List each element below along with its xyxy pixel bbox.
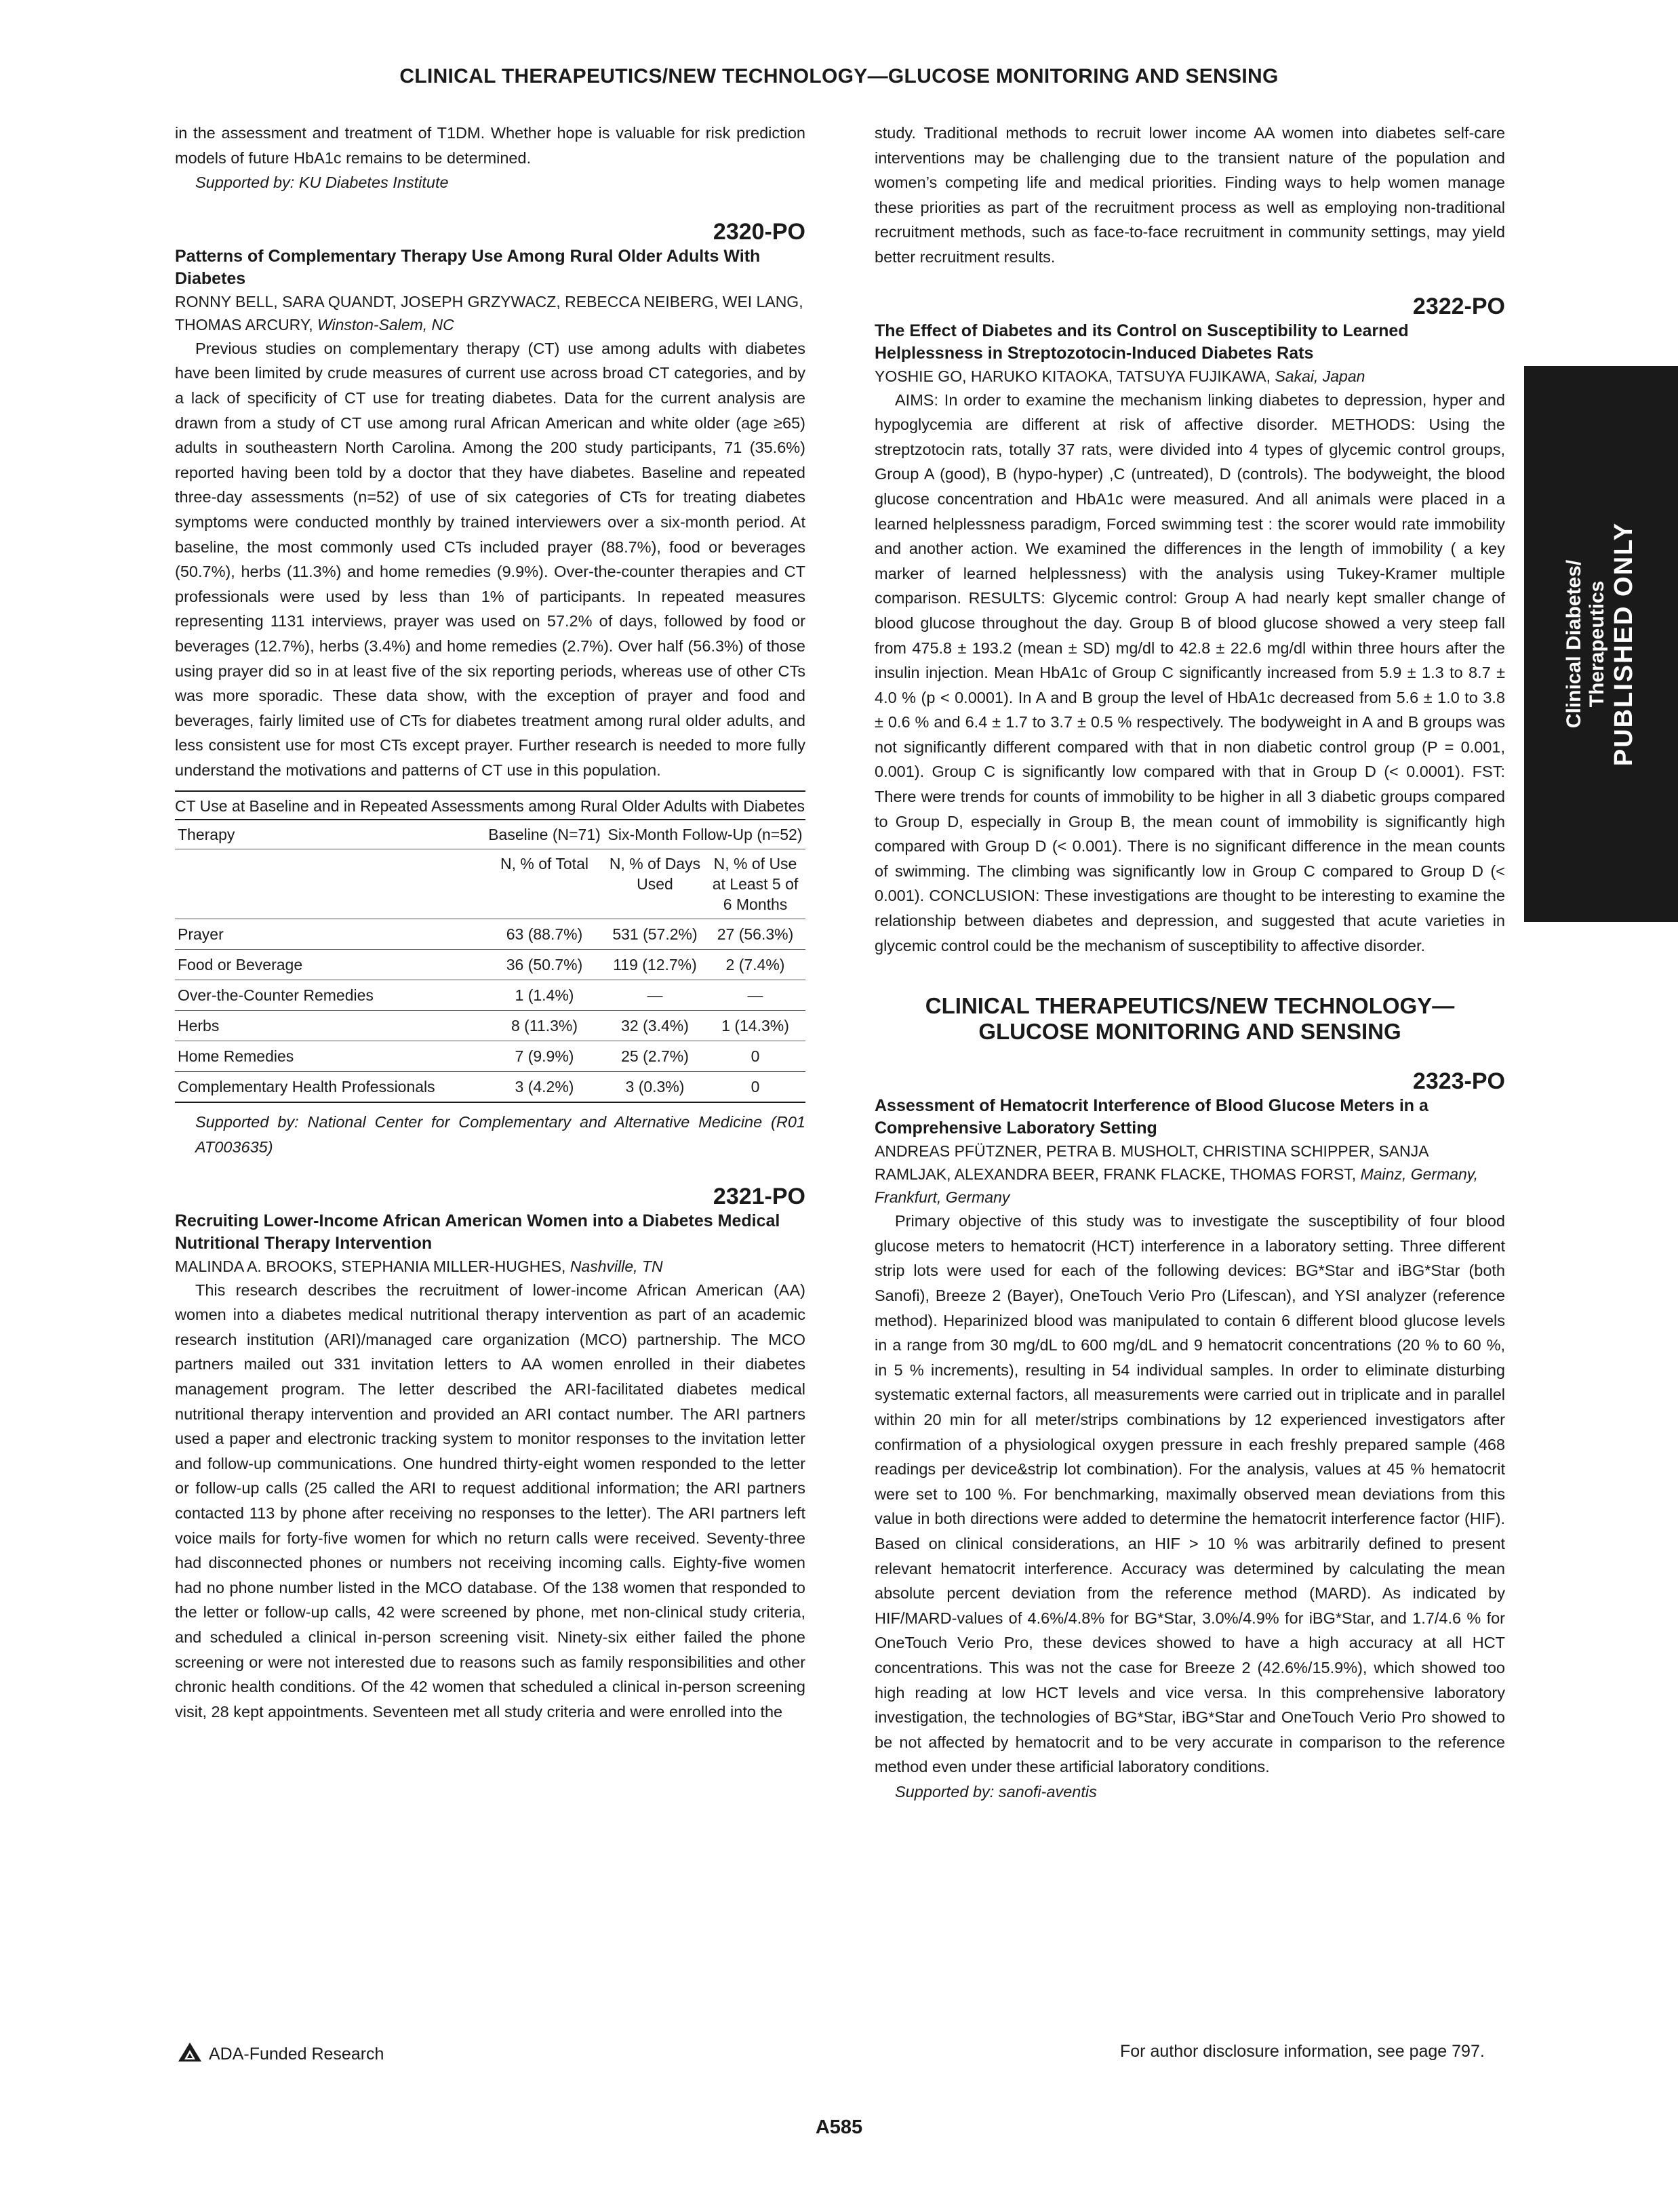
abstract-id: 2322-PO [1412, 293, 1505, 319]
table-row [175, 1011, 805, 1041]
abstract-body: Primary objective of this study was to investigate the susceptibility of four blood glucose meters to hematocrit (HCT) interference in a laboratory setting. Three different strip lots were used for each of the following devices: BG*Star and iBG*Star (both Sanofi), Breeze 2 (Bayer), OneTouch Verio Pro (Lifescan), and YSI analyzer (reference method). Heparinized blood was manipulated to contain 6 different blood glucose levels in a range from 30 mg/dL to 600 mg/dL and 9 hematocrit concentrations (20 % to 60 %, in 5 % increments), resulting in 54 individual samples. In order to eliminate disturbing systematic external factors, all measurements were carried out in triplicate and in parallel within 20 min for all meter/strips combinations by 12 experienced investigators after confirmation of a physiological oxygen pressure in each freshly prepared sample (468 readings per device&strip lot combination). For the analysis, values at 45 % hematocrit were set to 100 %. For benchmarking, maximally observed mean deviations from this value in both directions were added to determine the hematocrit interference factor (HIF). Based on clinical considerations, an HIF > 10 % was arbitrarily defined to present relevant hematocrit interference. Accuracy was determined by calculating the mean absolute percent deviation from the reference method (MARD). As indicated by HIF/MARD-values of 4.6%/4.8% for BG*Star, 3.0%/4.9% for iBG*Star, and 1.7/4.6 % for OneTouch Verio Pro, these devices showed to have a high accuracy at all HCT concentrations. This was not the case for Breeze 2 (42.6%/15.9%), which showed too high reading at low HCT levels and vice versa. In this comprehensive laboratory investigation, the technologies of BG*Star, iBG*Star and OneTouch Verio Pro showed to be not affected by hematocrit and to be very accurate in comparison to the reference method even under these artificial laboratory conditions. [875, 1212, 1505, 1776]
table-cell-therapy: Food or Beverage [175, 950, 484, 980]
table-subheader-total: N, % of Total [484, 849, 605, 919]
table-cell-days: 3 (0.3%) [605, 1072, 705, 1103]
section-heading-line1: CLINICAL THERAPEUTICS/NEW TECHNOLOGY— [925, 993, 1455, 1019]
author-list: MALINDA A. BROOKS, STEPHANIA MILLER-HUGHES, [175, 1257, 566, 1275]
abstract-2323 [875, 1068, 1505, 1804]
table-row [175, 950, 805, 980]
table-cell-least5: 0 [705, 1041, 805, 1072]
table-cell-days: 32 (3.4%) [605, 1011, 705, 1041]
ct-use-table [175, 790, 805, 1103]
table-cell-least5: — [705, 980, 805, 1011]
author-location: Sakai, Japan [1275, 367, 1365, 385]
funded-label: ADA-Funded Research [209, 2045, 384, 2064]
section-heading-line2: GLUCOSE MONITORING AND SENSING [978, 1019, 1401, 1045]
table-header-therapy: Therapy [178, 826, 235, 844]
table-cell-baseline: 36 (50.7%) [484, 950, 605, 980]
table-cell-baseline: 63 (88.7%) [484, 919, 605, 950]
table-subheader-empty [175, 849, 484, 919]
side-tab-line2: Therapeutics [1586, 580, 1608, 708]
abstract-id: 2323-PO [1412, 1068, 1505, 1095]
section-heading [875, 993, 1505, 1045]
abstract-2320 [175, 218, 805, 1160]
abstract-support: Supported by: sanofi-aventis [895, 1782, 1097, 1801]
table-cell-baseline: 8 (11.3%) [484, 1011, 605, 1041]
abstract-id: 2320-PO [713, 218, 805, 245]
side-tab-line1: Clinical Diabetes/ [1563, 559, 1585, 729]
abstract-body: AIMS: In order to examine the mechanism linking diabetes to depression, hyper and hypoglycemia are different at risk of affective disorder. METHODS: Using the streptzotocin rats, totally 37 rats, were divided into 4 types of glycemic control groups, Group A (good), B (hypo-hyper) ,C (untreated), D (controls). The bodyweight, the blood glucose concentration and HbA1c were measured. And all animals were placed in a learned helplessness paradigm, Forced swimming test : the scorer would rate immobility and another action. We examined the differences in the length of immobility ( a key marker of learned helplessness) with the analysis using Tukey-Kramer multiple comparison. RESULTS: Glycemic control: Group A had nearly kept smaller change of blood glucose throughout the day. Group B of blood glucose showed a very steep fall from 475.8 ± 193.2 (mean ± SD) mg/dl to 42.8 ± 22.6 mg/dl within three hours after the insulin injection. Mean HbA1c of Group C significantly increased from 5.9 ± 1.3 to 8.7 ± 4.0 % (p < 0.0001). In A and B group the level of HbA1c decreased from 5.6 ± 1.0 to 3.8 ± 0.6 % and 6.4 ± 1.7 to 3.7 ± 0.5 % respectively. The bodyweight in A and B groups was not significantly different compared with that in non diabetic control group (P = 0.001, 0.001). Group C is significantly low compared with that in Group D (< 0.0001). FST: There were trends for counts of immobility to be higher in all 3 diabetic groups compared to Group D, especially in Group B, the mean count of immobility is significantly high compared with Group D (< 0.001). There is no significant difference in the mean counts of swimming. The climbing was significantly low in Group C compared to Group D (< 0.001). CONCLUSION: These investigations are thought to be interesting to examine the relationship between diabetes and depression, and suggested that acute varieties in glycemic control could be the mechanism of susceptibility to affective disorder. [875, 390, 1505, 954]
table-cell-therapy: Herbs [175, 1011, 484, 1041]
right-column [875, 121, 1505, 1804]
author-list: RONNY BELL, SARA QUANDT, JOSEPH GRZYWACZ, REBECCA NEIBERG, WEI LANG, THOMAS ARCURY, [175, 292, 803, 334]
intro-text: in the assessment and treatment of T1DM. Whether hope is valuable for risk prediction models of future HbA1c remains to be determined. [175, 124, 805, 167]
side-tab-text [1563, 373, 1639, 915]
side-tab [1524, 366, 1678, 922]
abstract-authors [875, 365, 1505, 388]
abstract-title: Recruiting Lower-Income African American Women into a Diabetes Medical Nutritional Therapy Intervention [175, 1211, 780, 1253]
abstract-support: Supported by: National Center for Complementary and Alternative Medicine (R01 AT003635) [195, 1113, 805, 1157]
table-cell-days: 531 (57.2%) [605, 919, 705, 950]
abstract-2321 [175, 1183, 805, 1725]
table-cell-therapy: Complementary Health Professionals [175, 1072, 484, 1103]
table-subheader-days: N, % of Days Used [605, 849, 705, 919]
table-cell-days: 25 (2.7%) [605, 1041, 705, 1072]
table-cell-therapy: Over-the-Counter Remedies [175, 980, 484, 1011]
abstract-authors [875, 1140, 1505, 1209]
table-cell-least5: 2 (7.4%) [705, 950, 805, 980]
table-cell-days: 119 (12.7%) [605, 950, 705, 980]
footer-disclosure: For author disclosure information, see page 797. [1120, 2042, 1485, 2061]
continued-text: study. Traditional methods to recruit lower income AA women into diabetes self-care interventions may be challenging due to the transient nature of the population and women’s competing life and medical priorities. Finding ways to help women manage these priorities as part of the recruitment process as well as employing non-traditional recruitment methods, such as face-to-face recruitment in community settings, may yield better recruitment results. [875, 124, 1505, 266]
author-location: Mainz, Germany, Frankfurt, Germany [875, 1165, 1478, 1207]
abstract-id: 2321-PO [713, 1183, 805, 1209]
table-cell-baseline: 7 (9.9%) [484, 1041, 605, 1072]
table-cell-least5: 1 (14.3%) [705, 1011, 805, 1041]
author-location: Nashville, TN [570, 1257, 663, 1275]
table-cell-days: — [605, 980, 705, 1011]
side-tab-line3: PUBLISHED ONLY [1610, 521, 1638, 767]
table-subheader-least5: N, % of Use at Least 5 of 6 Months [705, 849, 805, 919]
ada-triangle-icon [178, 2042, 202, 2067]
table-cell-baseline: 1 (1.4%) [484, 980, 605, 1011]
footer-funded [178, 2042, 384, 2067]
table-header-sixmonth: Six-Month Follow-Up (n=52) [607, 826, 803, 844]
abstract-authors [175, 290, 805, 336]
table-cell-therapy: Prayer [175, 919, 484, 950]
intro-support: Supported by: KU Diabetes Institute [195, 174, 449, 192]
page-number: A585 [815, 2116, 863, 2138]
table-cell-least5: 27 (56.3%) [705, 919, 805, 950]
table-cell-least5: 0 [705, 1072, 805, 1103]
abstract-title: The Effect of Diabetes and its Control on Susceptibility to Learned Helplessness in Streptozotocin-Induced Diabetes Rats [875, 321, 1409, 363]
abstract-title: Patterns of Complementary Therapy Use Among Rural Older Adults With Diabetes [175, 246, 761, 288]
author-list: ANDREAS PFÜTZNER, PETRA B. MUSHOLT, CHRISTINA SCHIPPER, SANJA RAMLJAK, ALEXANDRA BEER, FRANK FLACKE, THOMAS FORST, [875, 1142, 1429, 1184]
table-cell-therapy: Home Remedies [175, 1041, 484, 1072]
table-row [175, 919, 805, 950]
left-column [175, 121, 805, 1724]
table-header-baseline: Baseline (N=71) [488, 826, 601, 844]
abstract-2322 [875, 293, 1505, 959]
author-list: YOSHIE GO, HARUKO KITAOKA, TATSUYA FUJIKAWA, [875, 367, 1271, 385]
page-header: CLINICAL THERAPEUTICS/NEW TECHNOLOGY—GLUCOSE MONITORING AND SENSING [399, 65, 1279, 87]
abstract-body: This research describes the recruitment of lower-income African American (AA) women into a diabetes medical nutritional therapy intervention as part of an academic research institution (ARI)/managed care organization (MCO) partnership. The MCO partners mailed out 331 invitation letters to AA women enrolled in their diabetes management program. The letter described the ARI-facilitated diabetes medical nutritional therapy intervention and provided an ARI contact number. The ARI partners used a paper and electronic tracking system to monitor responses to the invitation letter and follow-up communications. One hundred thirty-eight women responded to the letter or follow-up calls (25 called the ARI to request additional information; the ARI partners contacted 113 by phone after receiving no responses to the letter). The ARI partners left voice mails for forty-five women for which no return calls were received. Seventy-three had disconnected phones or numbers not receiving incoming calls. Eighty-five women had no phone number listed in the MCO database. Of the 138 women that responded to the letter or follow-up calls, 42 were screened by phone, met non-clinical study criteria, and scheduled a clinical in-person screening visit. Ninety-six either failed the phone screening or were not interested due to reasons such as family responsibilities and other chronic health conditions. Of the 42 women that scheduled a clinical in-person screening visit, 28 kept appointments. Seventeen met all study criteria and were enrolled into the [175, 1281, 805, 1721]
table-caption: CT Use at Baseline and in Repeated Assessments among Rural Older Adults with Diabetes [175, 790, 805, 820]
author-location: Winston-Salem, NC [317, 315, 454, 334]
abstract-authors [175, 1255, 805, 1278]
table-row [175, 980, 805, 1011]
table-row [175, 1072, 805, 1103]
table-row [175, 1041, 805, 1072]
abstract-body: Previous studies on complementary therapy (CT) use among adults with diabetes have been limited by crude measures of current use across broad CT categories, and by a lack of specificity of CT use for treating diabetes. Data for the current analysis are drawn from a study of CT use among rural African American and white older (age ≥65) adults in southeastern North Carolina. Among the 200 study participants, 71 (35.6%) reported having been told by a doctor that they have diabetes. Baseline and repeated three-day assessments (n=52) of use of six categories of CTs for treating diabetes symptoms were conducted monthly by trained interviewers over a six-month period. At baseline, the most commonly used CTs included prayer (88.7%), food or beverages (50.7%), herbs (11.3%) and home remedies (9.9%). Over-the-counter therapies and CT professionals were used by less than 1% of participants. In repeated measures representing 1131 interviews, prayer was used on 57.2% of days, followed by food or beverages (12.7%), herbs (3.4%) and home remedies (2.7%). Over half (56.3%) of those using prayer did so in at least five of the six reporting periods, whereas use of other CTs was more sporadic. These data show, with the exception of prayer and food and beverages, fairly limited use of CTs for diabetes treatment among rural older adults, and less consistent use for most CTs except prayer. Further research is needed to more fully understand the motivations and patterns of CT use in this population. [175, 339, 805, 779]
abstract-title: Assessment of Hematocrit Interference of Blood Glucose Meters in a Comprehensive Laboratory Setting [875, 1096, 1429, 1138]
table-cell-baseline: 3 (4.2%) [484, 1072, 605, 1103]
